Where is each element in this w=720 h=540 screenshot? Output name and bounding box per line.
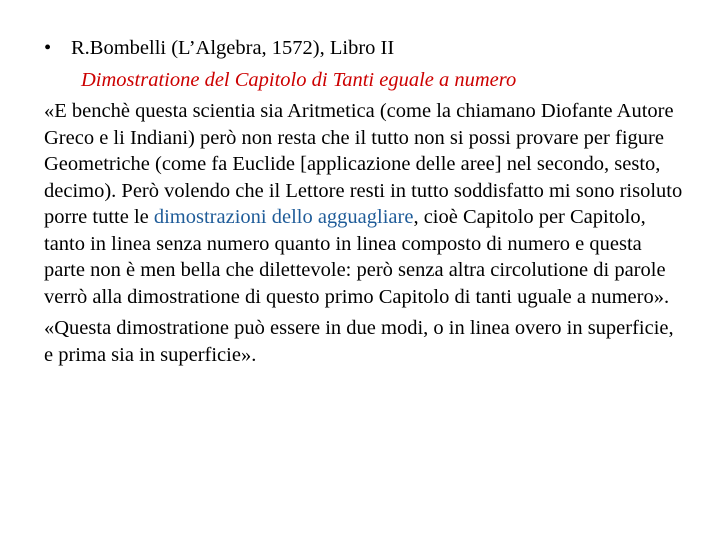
source-reference: R.Bombelli (L’Algebra, 1572), Libro II <box>71 37 395 59</box>
bullet-line <box>44 36 394 60</box>
quote-paragraph-1 <box>44 98 684 310</box>
slide-subtitle: Dimostratione del Capitolo di Tanti eguale a numero <box>81 69 517 91</box>
paragraph-1-text-start: «E benchè questa scientia sia Aritmetica (come la chiamano Diofante Autore Greco e li Indiani) però non resta che il tutto non si possi provare per figure Geometriche (come fa Euclide [applicazione delle aree] nel secondo, sesto, decimo). Però volendo che il Lettore resti in tutto soddisfatto mi sono risoluto porre tutte le <box>44 100 683 228</box>
quote-paragraph-2: «Questa dimostratione può essere in due modi, o in linea overo in superficie, e prima sia in superficie». <box>44 317 674 366</box>
highlighted-phrase: dimostrazioni dello agguagliare <box>153 206 414 228</box>
paragraph-1-text-end: , cioè Capitolo per Capitolo, tanto in linea senza numero quanto in linea composto di numero e questa parte non è men bella che dilettevole: però senza altra circolutione di parole verrò alla dimostratione di questo primo Capitolo di tanti uguale a numero». <box>44 206 670 308</box>
bullet-icon: • <box>44 37 52 59</box>
quote-block <box>44 98 684 368</box>
